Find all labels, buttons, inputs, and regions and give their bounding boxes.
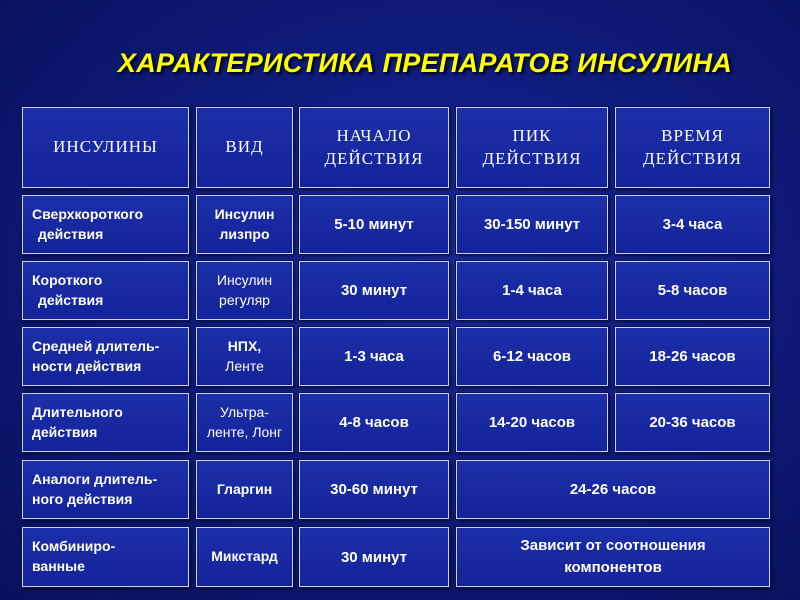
header-duration-line2: ДЕЙСТВИЯ xyxy=(643,148,742,168)
peak-cell: 14-20 часов xyxy=(456,393,608,452)
row-label-line2: действия xyxy=(38,225,104,242)
duration-cell: 3-4 часа xyxy=(615,195,770,254)
onset-cell: 1-3 часа xyxy=(299,327,449,386)
header-onset xyxy=(299,107,449,188)
type-cell xyxy=(196,195,293,254)
peak-cell: 1-4 часа xyxy=(456,261,608,320)
header-insulins xyxy=(22,107,189,188)
duration-cell: 18-26 часов xyxy=(615,327,770,386)
header-onset-line2: ДЕЙСТВИЯ xyxy=(324,148,424,168)
row-label-long xyxy=(22,393,189,452)
type-cell xyxy=(196,261,293,320)
header-peak-line2: ДЕЙСТВИЯ xyxy=(482,148,582,168)
row-label-line1: Средней длитель- xyxy=(32,337,160,354)
header-type-label: ВИД xyxy=(225,137,264,157)
row-label-line2: ванные xyxy=(32,558,85,574)
type-line1: НПХ, xyxy=(227,337,262,354)
type-line2: Ленте xyxy=(225,357,264,374)
type-line2: ленте, Лонг xyxy=(206,423,283,440)
header-peak xyxy=(456,107,608,188)
row-label-line1: Длительного xyxy=(32,403,123,420)
onset-cell: 5-10 минут xyxy=(299,195,449,254)
row-label-line2: действия xyxy=(38,291,104,308)
duration-cell: 20-36 часов xyxy=(615,393,770,452)
peak-cell: 6-12 часов xyxy=(456,327,608,386)
row-label-ultrashort xyxy=(22,195,189,254)
row-label-long-analogs xyxy=(22,460,189,519)
row-label-line2: ности действия xyxy=(32,357,142,374)
row-label-line2: действия xyxy=(32,423,98,440)
header-type xyxy=(196,107,293,188)
onset-cell: 30-60 минут xyxy=(299,460,449,519)
row-label-intermediate xyxy=(22,327,189,386)
header-duration-line1: ВРЕМЯ xyxy=(661,125,724,145)
header-onset-line1: НАЧАЛО xyxy=(336,125,412,145)
row-label-line1: Короткого xyxy=(32,271,103,288)
type-line2: регуляр xyxy=(219,291,270,308)
header-peak-line1: ПИК xyxy=(512,125,552,145)
onset-cell: 30 минут xyxy=(299,261,449,320)
row-label-line1: Сверхкороткого xyxy=(32,205,144,222)
page-title: ХАРАКТЕРИСТИКА ПРЕПАРАТОВ ИНСУЛИНА xyxy=(117,48,733,78)
header-duration xyxy=(615,107,770,188)
peak-cell: 30-150 минут xyxy=(456,195,608,254)
onset-cell: 4-8 часов xyxy=(299,393,449,452)
type-cell xyxy=(196,327,293,386)
row-label-combined xyxy=(22,527,189,587)
peak-duration-line1: Зависит от соотношения xyxy=(520,537,706,555)
type-cell xyxy=(196,393,293,452)
peak-duration-cell xyxy=(456,527,770,587)
type-line2: лизпро xyxy=(219,225,270,242)
type-line1: Ультра- xyxy=(220,403,269,420)
type-cell: Гларгин xyxy=(196,460,293,519)
type-cell: Микстард xyxy=(196,527,293,587)
row-label-line1: Аналоги длитель- xyxy=(32,470,158,487)
peak-duration-cell: 24-26 часов xyxy=(456,460,770,519)
peak-duration-line2: компонентов xyxy=(564,559,662,576)
header-insulins-label: ИНСУЛИНЫ xyxy=(53,137,158,157)
row-label-short xyxy=(22,261,189,320)
type-line1: Инсулин xyxy=(216,271,273,288)
type-line1: Инсулин xyxy=(214,205,275,222)
duration-cell: 5-8 часов xyxy=(615,261,770,320)
row-label-line2: ного действия xyxy=(32,490,133,507)
onset-cell: 30 минут xyxy=(299,527,449,587)
row-label-line1: Комбиниро- xyxy=(32,538,116,555)
